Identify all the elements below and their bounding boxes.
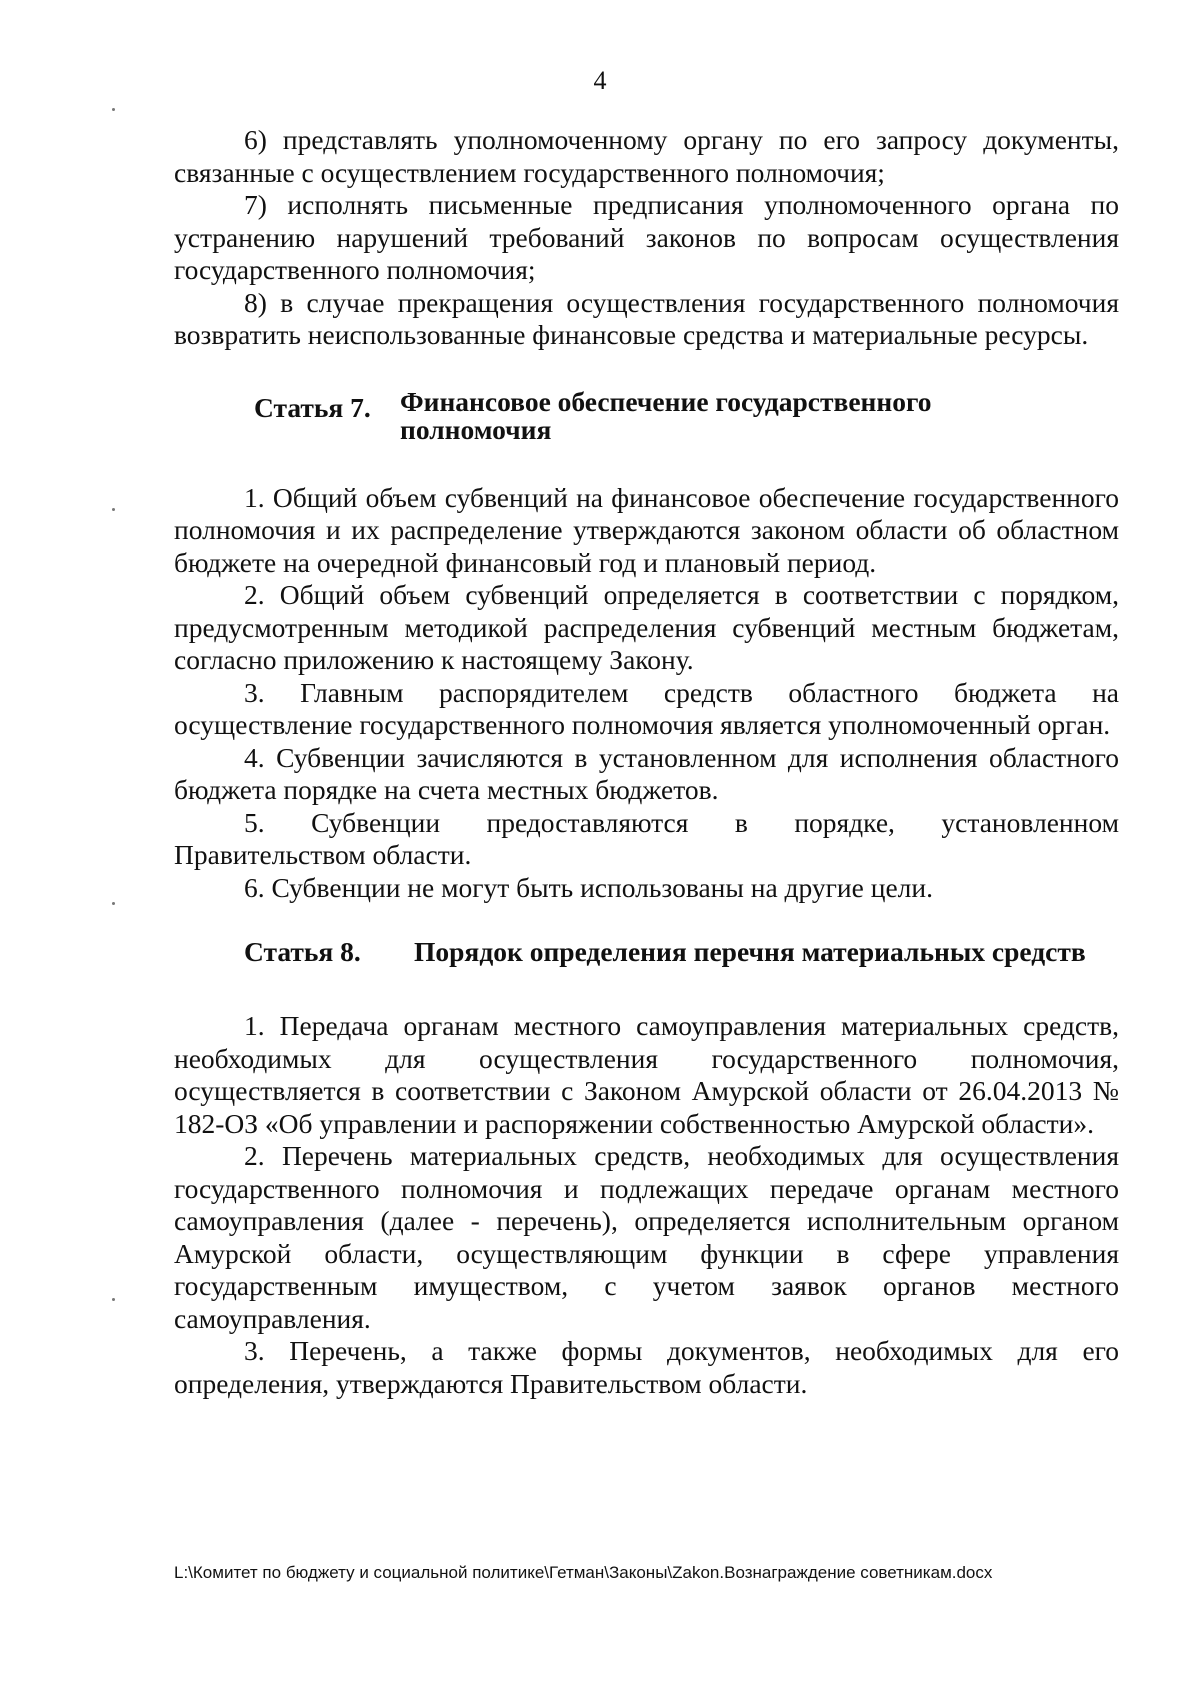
page-number: 4 [593, 66, 607, 95]
article-7-paragraph-6: 6. Субвенции не могут быть использованы на другие цели. [244, 871, 933, 903]
article-7-title: Финансовое обеспечение государственного полномочия [400, 385, 932, 445]
article-8-heading [174, 938, 1119, 966]
paragraph-item-6: 6) представлять уполномоченному органу по его запросу документы, связанные с осуществлением государственного полномочия; [174, 124, 1119, 188]
margin-dot [112, 108, 115, 111]
paragraph-item-7: 7) исполнять письменные предписания уполномоченного органа по устранению нарушений требований законов по вопросам осуществления государственного полномочия; [174, 189, 1119, 285]
article-7-paragraph-2: 2. Общий объем субвенций определяется в соответствии с порядком, предусмотренным методикой распределения субвенций местным бюджетам, согласно приложению к настоящему Закону. [174, 579, 1119, 675]
article-7-paragraph-5: 5. Субвенции предоставляются в порядке, установленном Правительством области. [174, 806, 1119, 870]
margin-dot [112, 508, 115, 511]
article-7-heading [174, 385, 1119, 445]
document-body [174, 124, 1119, 1400]
margin-dot [112, 902, 115, 905]
article-8-paragraph-1: 1. Передача органам местного самоуправления материальных средств, необходимых для осуществления государственного полномочия, осуществляется в соответствии с Законом Амурской области от 26.04.2013 № 182-ОЗ «Об управлении и распоряжении собственностью Амурской области». [174, 1010, 1119, 1139]
article-8-paragraph-3: 3. Перечень, а также формы документов, необходимых для его определения, утверждаются Правительством области. [174, 1335, 1119, 1399]
article-7-number: Статья 7. [254, 391, 371, 423]
article-8-number: Статья 8. [244, 936, 361, 967]
article-7-paragraph-4: 4. Субвенции зачисляются в установленном для исполнения областного бюджета порядке на счета местных бюджетов. [174, 741, 1119, 805]
footer-file-path: L:\Комитет по бюджету и социальной политике\Гетман\Законы\Zakon.Вознаграждение советникам.docx [174, 1563, 993, 1582]
article-7-paragraph-1: 1. Общий объем субвенций на финансовое обеспечение государственного полномочия и их распределение утверждаются законом области об областном бюджете на очередной финансовый год и плановый период. [174, 481, 1119, 578]
article-8-title: Порядок определения перечня материальных средств [414, 936, 1086, 967]
article-7-paragraph-3: 3. Главным распорядителем средств областного бюджета на осуществление государственного полномочия является уполномоченный орган. [174, 676, 1119, 740]
article-8-paragraph-2: 2. Перечень материальных средств, необходимых для осуществления государственного полномочия и подлежащих передаче органам местного самоуправления (далее - перечень), определяется исполнительным органом Амурской области, осуществляющим функции в сфере управления государственным имуществом, с учетом заявок органов местного самоуправления. [174, 1140, 1119, 1334]
paragraph-item-8: 8) в случае прекращения осуществления государственного полномочия возвратить неиспользованные финансовые средства и материальные ресурсы. [174, 286, 1119, 350]
margin-dot [112, 1298, 115, 1301]
